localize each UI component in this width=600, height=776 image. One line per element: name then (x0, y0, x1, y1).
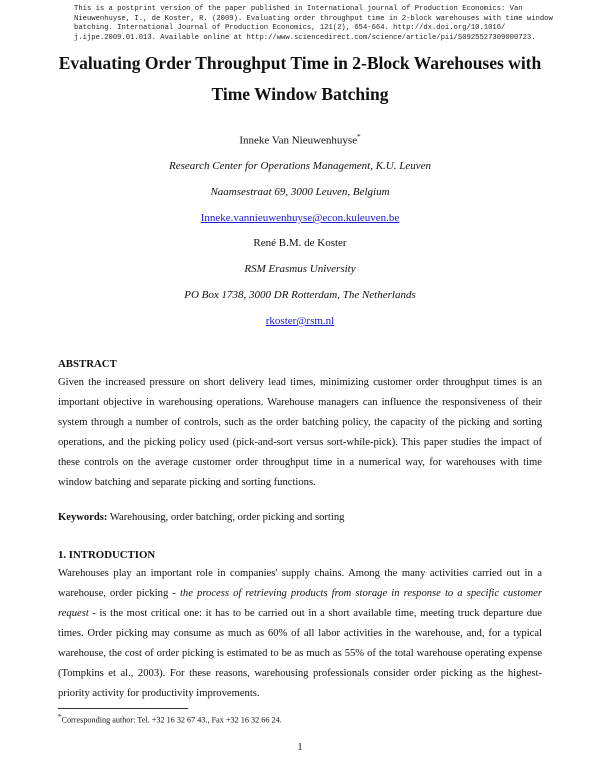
introduction-heading: 1. INTRODUCTION (58, 549, 156, 561)
introduction-italic-definition: the process of retrieving products from storage in response to a specific customer request (58, 588, 542, 619)
author-2-name: René B.M. de Koster (253, 237, 347, 249)
author-2-address: PO Box 1738, 3000 DR Rotterdam, The Netherlands (184, 289, 416, 301)
footnote-divider (58, 708, 188, 709)
corresponding-mark: * (357, 133, 361, 141)
author-1-affiliation: Research Center for Operations Management, K.U. Leuven (168, 160, 432, 172)
introduction-text: Warehouses play an important role in companies' supply chains. Among the many activities carried out in a warehouse, order picking - the process of retrieving products from storage in response to a specific customer request - is the most critical one: it has to be carried out in a short available time, meeting truck departure due times. Order picking may consume as much as 60% of all labor activities in the warehouse, and, for a typical warehouse, the cost of order picking is estimated to be as much as 55% of the total warehouse operating expense (Tompkins et al., 2003). For these reasons, warehousing professionals consider order picking as the highest-priority activity for productivity improvements. (58, 568, 542, 699)
author-1-email-link[interactable]: Inneke.vannieuwenhuyse@econ.kuleuven.be (200, 212, 400, 224)
author-2-email-link[interactable]: rkoster@rsm.nl (265, 315, 335, 327)
author-1-name: Inneke Van Nieuwenhuyse* (239, 133, 361, 147)
paper-title: Evaluating Order Throughput Time in 2-Block Warehouses with Time Window Batching (58, 53, 542, 104)
postprint-note: This is a postprint version of the paper published in International journal of Production Economics: Van Nieuwenhuyse, I., de Koster, R. (2009). Evaluating order throughput time in 2-block warehouses with time window batching. International Journal of Production Economics, 121(2), 654-664. http://dx.doi.org/10.1016/ j.ijpe.2009.01.013. Available online at http://www.sciencedirect.com/science/article/pii/S0925527309000723. (74, 5, 558, 42)
abstract-heading: ABSTRACT (58, 358, 117, 370)
keywords-label: Keywords: (58, 512, 108, 523)
footnote-mark: * (58, 713, 62, 721)
footnote: *Corresponding author: Tel. +32 16 32 67 43., Fax +32 16 32 66 24. (58, 713, 282, 725)
author-2-email-row (0, 315, 600, 327)
keywords-text: Warehousing, order batching, order picking and sorting (109, 512, 345, 523)
author-1-email-row (0, 212, 600, 224)
author-1-address: Naamsestraat 69, 3000 Leuven, Belgium (210, 186, 390, 198)
keywords (58, 508, 542, 528)
page-number: 1 (297, 742, 303, 753)
abstract-text: Given the increased pressure on short delivery lead times, minimizing customer order throughput times is an important objective in warehousing operations. Warehouse managers can influence the responsiveness of their system through a number of controls, such as the order batching policy, the capacity of the picking and sorting operations, and the picking policy used (pick-and-sort versus sort-while-pick). This paper studies the impact of these controls on the average customer order throughput time in a numerical way, for warehouses with time window batching and separate picking and sorting functions. (58, 377, 542, 488)
author-2-affiliation: RSM Erasmus University (244, 263, 356, 275)
